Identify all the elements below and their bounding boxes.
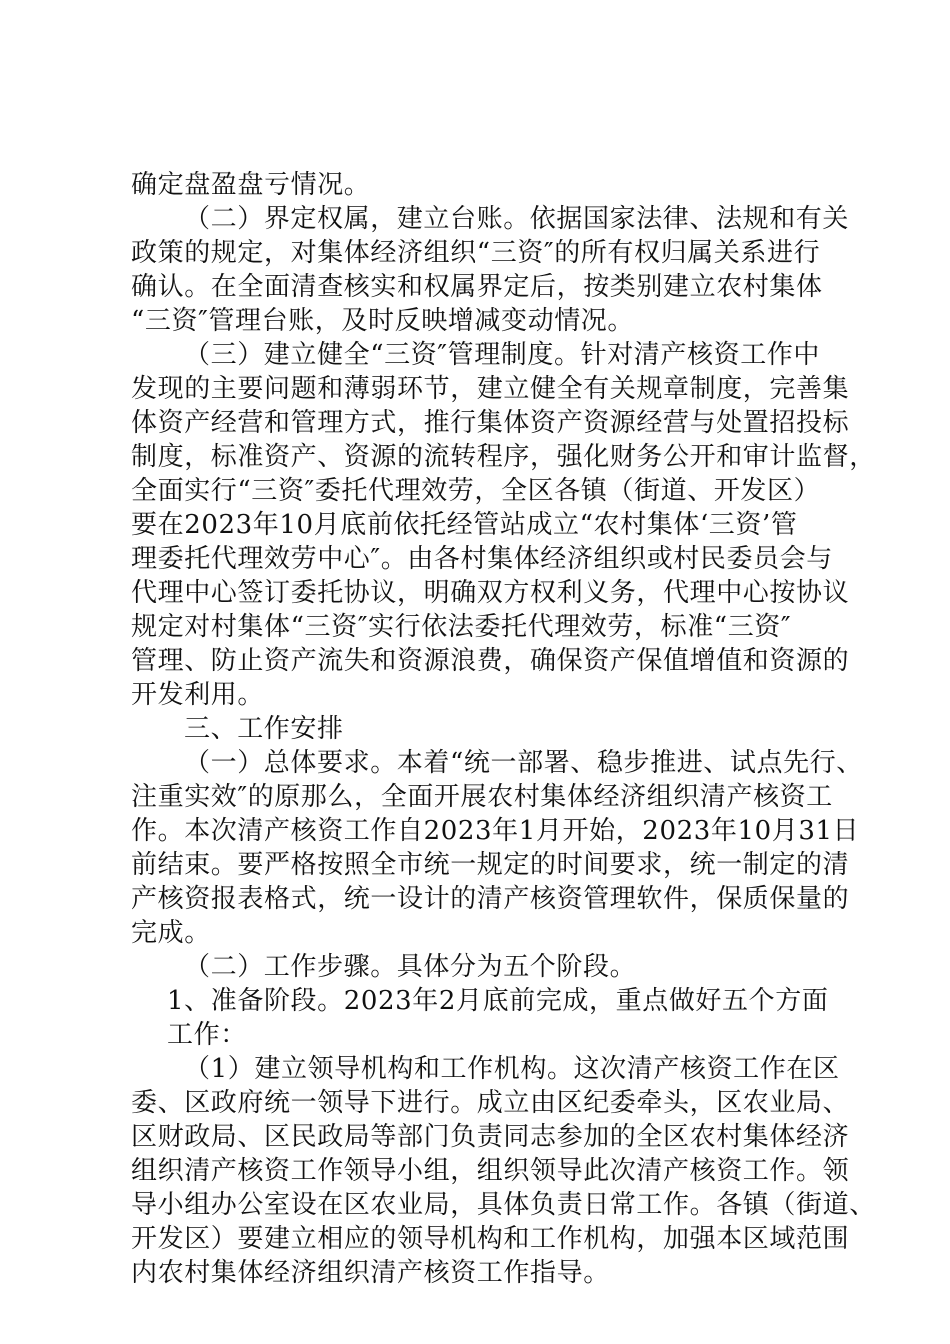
text-line: 管理、防止资产流失和资源浪费，确保资产保值增值和资源的 bbox=[131, 646, 850, 676]
text-line: 全面实行“三资″委托代理效劳，全区各镇（街道、开发区） bbox=[131, 476, 821, 506]
text-line: 理委托代理效劳中心″。由各村集体经济组织或村民委员会与 bbox=[131, 544, 833, 574]
text-line: “三资″管理台账，及时反映增减变动情况。 bbox=[131, 306, 635, 336]
text-line: 开发利用。 bbox=[131, 680, 265, 710]
text-line: 工作： bbox=[167, 1020, 247, 1050]
text-line: 完成。 bbox=[131, 918, 211, 948]
paragraph-start: （一）总体要求。本着“统一部署、稳步推进、试点先行、 bbox=[184, 748, 863, 778]
text-line: 发现的主要问题和薄弱环节，建立健全有关规章制度，完善集 bbox=[131, 374, 850, 404]
text-line: 内农村集体经济组织清产核资工作指导。 bbox=[131, 1258, 610, 1288]
paragraph-start: （三）建立健全“三资″管理制度。针对清产核资工作中 bbox=[184, 340, 821, 370]
text-line: 代理中心签订委托协议，明确双方权利义务，代理中心按协议 bbox=[131, 578, 850, 608]
text-line: 制度，标准资产、资源的流转程序，强化财务公开和审计监督， bbox=[131, 442, 876, 472]
text-line: 组织清产核资工作领导小组，组织领导此次清产核资工作。领 bbox=[131, 1156, 850, 1186]
paragraph-start: 1、准备阶段。2023年2月底前完成，重点做好五个方面 bbox=[167, 986, 829, 1016]
text-line: 要在2023年10月底前依托经管站成立“农村集体‘三资’管 bbox=[131, 510, 798, 540]
text-line: 导小组办公室设在区农业局，具体负责日常工作。各镇（街道、 bbox=[131, 1190, 876, 1220]
text-line: 产核资报表格式，统一设计的清产核资管理软件，保质保量的 bbox=[131, 884, 850, 914]
text-line: 作。本次清产核资工作自2023年1月开始，2023年10月31日 bbox=[131, 816, 860, 846]
text-line: 确定盘盈盘亏情况。 bbox=[131, 170, 371, 200]
text-line: 开发区）要建立相应的领导机构和工作机构，加强本区域范围 bbox=[131, 1224, 850, 1254]
paragraph-start: （二）界定权属，建立台账。依据国家法律、法规和有关 bbox=[184, 204, 850, 234]
text-line: 规定对村集体“三资″实行依法委托代理效劳，标准“三资″ bbox=[131, 612, 792, 642]
text-line: 区财政局、区民政局等部门负责同志参加的全区农村集体经济 bbox=[131, 1122, 850, 1152]
text-line: 体资产经营和管理方式，推行集体资产资源经营与处置招投标 bbox=[131, 408, 850, 438]
text-line: 注重实效″的原那么，全面开展农村集体经济组织清产核资工 bbox=[131, 782, 833, 812]
text-line: 委、区政府统一领导下进行。成立由区纪委牵头，区农业局、 bbox=[131, 1088, 850, 1118]
document-body bbox=[131, 168, 876, 1290]
paragraph-start: （1）建立领导机构和工作机构。这次清产核资工作在区 bbox=[184, 1054, 840, 1084]
text-line: 确认。在全面清查核实和权属界定后，按类别建立农村集体 bbox=[131, 272, 823, 302]
section-heading: 三、工作安排 bbox=[184, 714, 344, 744]
paragraph-start: （二）工作步骤。具体分为五个阶段。 bbox=[184, 952, 637, 982]
text-line: 前结束。要严格按照全市统一规定的时间要求，统一制定的清 bbox=[131, 850, 850, 880]
text-line: 政策的规定，对集体经济组织“三资″的所有权归属关系进行 bbox=[131, 238, 821, 268]
